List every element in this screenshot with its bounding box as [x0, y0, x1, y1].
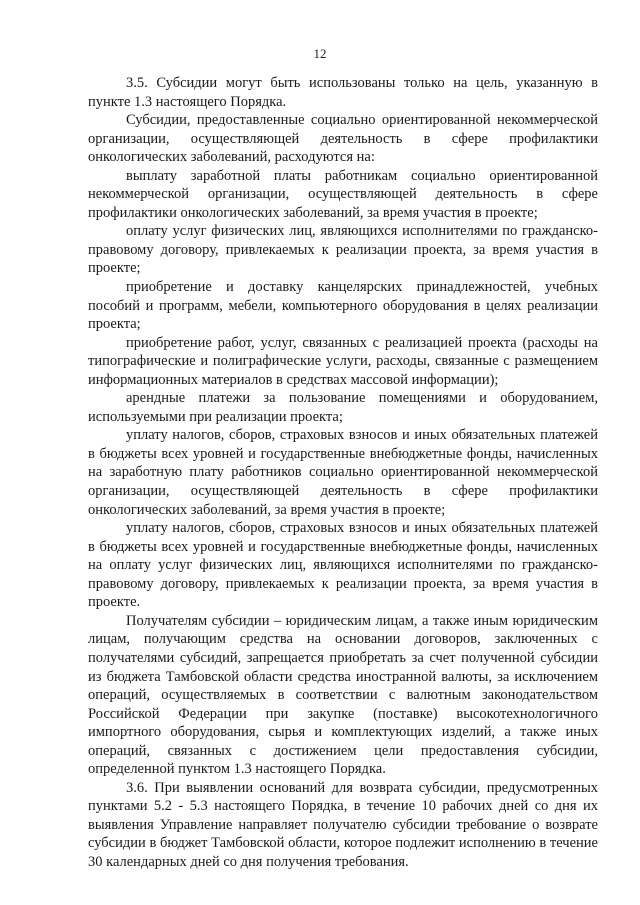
list-item-salary: выплату заработной платы работникам социально ориентированной некоммерческой организации, осуществляющей деятельность в сфере профилактики онкологических заболеваний, за время участия в проекте;	[88, 167, 598, 221]
list-item-rent: арендные платежи за пользование помещениями и оборудованием, используемыми при реализации проекта;	[88, 390, 598, 425]
list-item-taxes-contractors: уплату налогов, сборов, страховых взносов и иных обязательных платежей в бюджеты всех уровней и государственные внебюджетные фонды, начисленных на оплату услуг физических лиц, являющихся исполнителями по гражданско-правовому договору, привлекаемых к реализации проекта, за время участия в проекте.	[88, 520, 598, 611]
paragraph-currency-restriction: Получателям субсидии – юридическим лицам, а также иным юридическим лицам, получающим средства на основании договоров, заключенных с получателями субсидий, запрещается приобретать за счет полученной субсидии из бюджета Тамбовской области средства иностранной валюты, за исключением операций, осуществляемых в соответствии с валютным законодательством Российской Федерации при закупке (поставке) высокотехнологичного импортного оборудования, сырья и комплектующих изделий, а также иных операций, связанных с достижением цели предоставления субсидии, определенной пунктом 1.3 настоящего Порядка.	[88, 612, 598, 778]
paragraph-subsidy-purposes: Субсидии, предоставленные социально ориентированной некоммерческой организации, осуществляющей деятельность в сфере профилактики онкологических заболеваний, расходуются на:	[88, 112, 598, 166]
page-number: 12	[313, 46, 327, 61]
list-item-contractor-services: оплату услуг физических лиц, являющихся исполнителями по гражданско-правовому договору, привлекаемых к реализации проекта, за время участия в проекте;	[88, 223, 598, 277]
paragraph-3-5: 3.5. Субсидии могут быть использованы только на цель, указанную в пункте 1.3 настоящего Порядка.	[88, 75, 598, 110]
document-body	[88, 74, 598, 872]
list-item-taxes-salary: уплату налогов, сборов, страховых взносов и иных обязательных платежей в бюджеты всех уровней и государственные внебюджетные фонды, начисленных на заработную плату работников социально ориентированной некоммерческой организации, осуществляющей деятельность в сфере профилактики онкологических заболеваний, за время участия в проекте;	[88, 427, 598, 518]
paragraph-3-6: 3.6. При выявлении оснований для возврата субсидии, предусмотренных пунктами 5.2 - 5.3 настоящего Порядка, в течение 10 рабочих дней со дня их выявления Управление направляет получателю субсидии требование о возврате субсидии в бюджет Тамбовской области, которое подлежит исполнению в течение 30 календарных дней со дня получения требования.	[88, 779, 598, 870]
list-item-supplies: приобретение и доставку канцелярских принадлежностей, учебных пособий и программ, мебели, компьютерного оборудования в целях реализации проекта;	[88, 279, 598, 333]
list-item-works-services: приобретение работ, услуг, связанных с реализацией проекта (расходы на типографические и полиграфические услуги, расходы, связанные с размещением информационных материалов в средствах массовой информации);	[88, 334, 598, 388]
